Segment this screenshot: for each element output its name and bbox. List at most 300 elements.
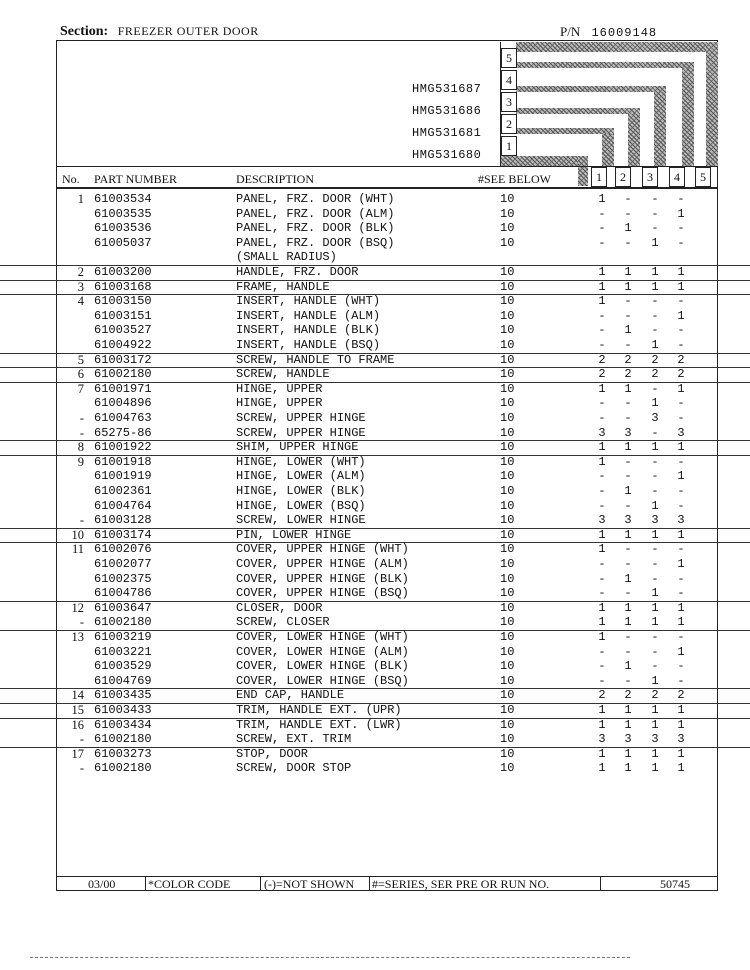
table-row — [0, 499, 750, 514]
item-number: 14 — [71, 688, 84, 703]
qty-series-4: 1 — [677, 440, 685, 455]
footer-sep-2 — [260, 876, 261, 891]
qty-series-4: 1 — [677, 381, 685, 396]
qty-series-3: - — [651, 469, 659, 484]
table-row — [0, 338, 750, 354]
part-number: 61003529 — [94, 659, 152, 674]
table-row — [0, 192, 750, 207]
see-below-code: 10 — [500, 630, 515, 644]
see-below-code: 10 — [500, 644, 515, 659]
part-number: 61002076 — [94, 542, 152, 557]
part-number: 61003536 — [94, 221, 152, 236]
table-row — [0, 572, 750, 587]
qty-series-3: 1 — [651, 527, 659, 542]
model-hmg531687: HMG531687 — [412, 82, 482, 96]
see-below-code: 10 — [500, 761, 515, 776]
part-number: 61003527 — [94, 323, 152, 338]
qty-series-1: 1 — [598, 746, 606, 761]
qty-series-2: 1 — [624, 221, 632, 236]
qty-series-4: 1 — [677, 615, 685, 630]
footer-page-code: 50745 — [660, 877, 690, 891]
qty-series-1: - — [598, 396, 606, 411]
qty-series-1: - — [598, 308, 606, 323]
qty-series-4: 2 — [677, 367, 685, 382]
part-description: SCREW, UPPER HINGE — [236, 425, 366, 440]
part-description: SCREW, HANDLE — [236, 367, 330, 382]
qty-series-1: 1 — [598, 454, 606, 469]
qty-series-3: - — [651, 454, 659, 469]
part-number: 61004764 — [94, 498, 152, 513]
qty-series-3: - — [651, 659, 659, 674]
qty-series-1: 1 — [598, 703, 606, 717]
qty-series-2: - — [624, 644, 632, 659]
part-description: INSERT, HANDLE (BSQ) — [236, 338, 381, 352]
footer-sep-4 — [600, 876, 601, 891]
hatch-band-top — [516, 42, 716, 52]
qty-series-4: 1 — [677, 761, 685, 776]
see-below-code: 10 — [500, 279, 515, 294]
item-number: 8 — [77, 440, 84, 455]
footer-series-note: #=SERIES, SER PRE OR RUN NO. — [372, 877, 550, 891]
part-number: 61002180 — [94, 761, 152, 776]
qty-series-2: 1 — [624, 615, 632, 630]
table-row — [0, 688, 750, 704]
see-below-code: 10 — [500, 221, 515, 236]
qty-series-4: 1 — [677, 557, 685, 571]
part-description: HINGE, UPPER — [236, 396, 323, 411]
qty-series-3: 1 — [651, 600, 659, 615]
item-number: 12 — [71, 600, 84, 615]
part-description: STOP, DOOR — [236, 746, 309, 761]
part-number: 61003535 — [94, 206, 152, 221]
part-description: TRIM, HANDLE EXT. (UPR) — [236, 703, 402, 717]
qty-series-2: 1 — [624, 571, 632, 586]
qty-series-1: 3 — [598, 425, 606, 440]
qty-series-2: - — [624, 557, 632, 571]
see-below-code: 10 — [500, 615, 515, 630]
qty-series-2: 1 — [624, 746, 632, 761]
part-description: COVER, UPPER HINGE (WHT) — [236, 542, 409, 557]
section-heading — [60, 24, 259, 40]
table-row — [0, 309, 750, 324]
part-number: 61003534 — [94, 192, 152, 206]
qty-series-1: 2 — [598, 688, 606, 703]
hatch-col-2 — [628, 108, 640, 166]
qty-series-4: - — [677, 294, 685, 309]
qty-series-4: 3 — [677, 425, 685, 440]
qty-series-3: - — [651, 644, 659, 659]
qty-series-1: - — [598, 484, 606, 498]
qty-series-1: - — [598, 586, 606, 601]
table-row — [0, 265, 750, 281]
qty-series-1: 1 — [598, 294, 606, 309]
part-number: 61004786 — [94, 586, 152, 601]
part-number: 61003174 — [94, 527, 152, 542]
qty-series-2: - — [624, 308, 632, 323]
qty-series-1: - — [598, 673, 606, 688]
qty-series-3: - — [651, 381, 659, 396]
item-number: 9 — [77, 454, 84, 469]
qty-series-1: - — [598, 221, 606, 236]
part-description: SCREW, DOOR STOP — [236, 761, 352, 776]
page-bottom-dashes — [30, 957, 630, 958]
qty-series-2: - — [624, 542, 632, 557]
qty-series-1: - — [598, 323, 606, 338]
part-number: 61002077 — [94, 557, 152, 571]
footer-sep-3 — [369, 876, 370, 891]
part-description: SCREW, CLOSER — [236, 615, 330, 630]
table-row — [0, 542, 750, 557]
table-row — [0, 323, 750, 338]
see-below-code: 10 — [500, 192, 515, 206]
qty-series-4: - — [677, 221, 685, 236]
part-description: (SMALL RADIUS) — [236, 250, 337, 265]
qty-series-4: 1 — [677, 600, 685, 615]
part-description: PANEL, FRZ. DOOR (ALM) — [236, 206, 395, 221]
part-number: 61003200 — [94, 265, 152, 279]
item-number: 3 — [77, 279, 84, 294]
pn-label: P/N — [560, 24, 581, 39]
qty-series-1: 2 — [598, 367, 606, 382]
footer-color-code: *COLOR CODE — [148, 877, 231, 891]
table-row — [0, 396, 750, 411]
qty-series-4: - — [677, 411, 685, 425]
series-box-5: 5 — [501, 48, 517, 68]
qty-series-2: 2 — [624, 367, 632, 382]
see-below-code: 10 — [500, 586, 515, 601]
qty-series-1: 1 — [598, 600, 606, 615]
table-row — [0, 630, 750, 645]
part-number: 61003219 — [94, 630, 152, 644]
qty-series-3: - — [651, 308, 659, 323]
qty-series-1: 2 — [598, 352, 606, 367]
qty-series-2: - — [624, 206, 632, 221]
qty-series-1: - — [598, 206, 606, 221]
part-number: 61001971 — [94, 381, 152, 396]
qty-series-2: 1 — [624, 703, 632, 717]
part-description: COVER, UPPER HINGE (BLK) — [236, 571, 409, 586]
qty-series-3: - — [651, 221, 659, 236]
col-series-5: 5 — [695, 167, 711, 187]
see-below-code: 10 — [500, 440, 515, 455]
qty-series-3: 1 — [651, 586, 659, 601]
part-number: 61002180 — [94, 615, 152, 630]
qty-series-4: 1 — [677, 746, 685, 761]
qty-series-1: - — [598, 338, 606, 352]
col-series-3: 3 — [642, 167, 658, 187]
model-hmg531680: HMG531680 — [412, 148, 482, 162]
table-row — [0, 645, 750, 660]
qty-series-1: 1 — [598, 381, 606, 396]
qty-series-3: 1 — [651, 615, 659, 630]
table-row — [0, 440, 750, 456]
header-bottom-rule — [56, 187, 718, 189]
qty-series-2: - — [624, 235, 632, 250]
part-description: HINGE, LOWER (ALM) — [236, 469, 366, 484]
part-number: 61002375 — [94, 571, 152, 586]
qty-series-1: 1 — [598, 440, 606, 455]
qty-series-3: 1 — [651, 440, 659, 455]
qty-series-3: 1 — [651, 717, 659, 732]
see-below-code: 10 — [500, 498, 515, 513]
part-description: SCREW, UPPER HINGE — [236, 411, 366, 425]
qty-series-3: - — [651, 557, 659, 571]
hatch-base-col — [578, 156, 588, 186]
qty-series-3: - — [651, 425, 659, 440]
item-number: 13 — [71, 630, 84, 644]
part-description: COVER, LOWER HINGE (ALM) — [236, 644, 409, 659]
item-number: - — [79, 425, 84, 440]
qty-series-3: 1 — [651, 338, 659, 352]
qty-series-3: 1 — [651, 396, 659, 411]
qty-series-3: 2 — [651, 688, 659, 703]
see-below-code: 10 — [500, 703, 515, 717]
qty-series-4: - — [677, 498, 685, 513]
table-row — [0, 674, 750, 690]
qty-series-1: - — [598, 659, 606, 674]
qty-series-2: - — [624, 586, 632, 601]
qty-series-4: - — [677, 235, 685, 250]
part-number: 61002180 — [94, 732, 152, 747]
part-description: PANEL, FRZ. DOOR (BSQ) — [236, 235, 395, 250]
qty-series-1: 1 — [598, 279, 606, 294]
part-description: HINGE, LOWER (BSQ) — [236, 498, 366, 513]
part-description: COVER, LOWER HINGE (WHT) — [236, 630, 409, 644]
qty-series-3: - — [651, 571, 659, 586]
qty-series-4: 1 — [677, 265, 685, 279]
qty-series-4: 1 — [677, 279, 685, 294]
see-below-code: 10 — [500, 717, 515, 732]
qty-series-3: 1 — [651, 279, 659, 294]
table-row — [0, 703, 750, 719]
part-description: PANEL, FRZ. DOOR (WHT) — [236, 192, 395, 206]
qty-series-3: 1 — [651, 703, 659, 717]
table-row — [0, 455, 750, 470]
part-description: FRAME, HANDLE — [236, 279, 330, 294]
table-row — [0, 250, 750, 266]
part-description: SCREW, HANDLE TO FRAME — [236, 352, 395, 367]
qty-series-1: - — [598, 571, 606, 586]
qty-series-1: 1 — [598, 527, 606, 542]
see-below-code: 10 — [500, 673, 515, 688]
hatch-band-1 — [516, 128, 614, 134]
part-description: CLOSER, DOOR — [236, 600, 323, 615]
hatch-col-3 — [654, 86, 666, 166]
part-description: SHIM, UPPER HINGE — [236, 440, 359, 455]
part-number: 61005037 — [94, 235, 152, 250]
part-number: 65275-86 — [94, 425, 152, 440]
qty-series-1: 3 — [598, 513, 606, 528]
item-number: 5 — [77, 352, 84, 367]
qty-series-4: 2 — [677, 352, 685, 367]
part-number: 61001919 — [94, 469, 152, 484]
table-row — [0, 615, 750, 631]
see-below-code: 10 — [500, 425, 515, 440]
see-below-code: 10 — [500, 396, 515, 411]
qty-series-2: - — [624, 192, 632, 206]
qty-series-2: - — [624, 630, 632, 644]
see-below-code: 10 — [500, 542, 515, 557]
part-description: END CAP, HANDLE — [236, 688, 345, 703]
table-row — [0, 353, 750, 369]
part-description: HANDLE, FRZ. DOOR — [236, 265, 359, 279]
qty-series-1: 1 — [598, 717, 606, 732]
qty-series-3: 3 — [651, 411, 659, 425]
qty-series-1: - — [598, 469, 606, 484]
item-number: - — [79, 732, 84, 747]
qty-series-4: 1 — [677, 644, 685, 659]
item-number: 11 — [71, 542, 84, 557]
qty-series-4: 3 — [677, 732, 685, 747]
qty-series-4: - — [677, 586, 685, 601]
item-number: - — [79, 411, 84, 425]
qty-series-1: 1 — [598, 542, 606, 557]
qty-series-4: - — [677, 484, 685, 498]
part-number: 61003647 — [94, 600, 152, 615]
see-below-code: 10 — [500, 411, 515, 425]
part-description: PIN, LOWER HINGE — [236, 527, 352, 542]
qty-series-2: - — [624, 469, 632, 484]
qty-series-4: 2 — [677, 688, 685, 703]
table-row — [0, 382, 750, 397]
qty-series-2: - — [624, 396, 632, 411]
qty-series-2: - — [624, 411, 632, 425]
qty-series-4: 3 — [677, 513, 685, 528]
section-value: FREEZER OUTER DOOR — [117, 24, 259, 38]
see-below-code: 10 — [500, 557, 515, 571]
part-number: 61003435 — [94, 688, 152, 703]
qty-series-2: 3 — [624, 425, 632, 440]
qty-series-1: 1 — [598, 265, 606, 279]
see-below-code: 10 — [500, 600, 515, 615]
item-number: - — [79, 761, 84, 776]
table-row — [0, 426, 750, 442]
part-number: 61004922 — [94, 338, 152, 352]
qty-series-2: 3 — [624, 513, 632, 528]
qty-series-4: - — [677, 673, 685, 688]
see-below-code: 10 — [500, 352, 515, 367]
part-number: 61003273 — [94, 746, 152, 761]
col-series-4: 4 — [669, 167, 685, 187]
part-number: 61003168 — [94, 279, 152, 294]
see-below-code: 10 — [500, 732, 515, 747]
table-row — [0, 513, 750, 529]
series-box-1: 1 — [501, 136, 517, 156]
see-below-code: 10 — [500, 323, 515, 338]
part-number-heading — [560, 24, 657, 40]
section-label: Section: — [60, 24, 109, 39]
qty-series-4: - — [677, 396, 685, 411]
qty-series-1: - — [598, 644, 606, 659]
qty-series-3: 1 — [651, 265, 659, 279]
col-series-2: 2 — [615, 167, 631, 187]
see-below-code: 10 — [500, 469, 515, 484]
see-below-code: 10 — [500, 381, 515, 396]
table-row — [0, 601, 750, 616]
part-description: HINGE, LOWER (BLK) — [236, 484, 366, 498]
see-below-code: 10 — [500, 294, 515, 309]
part-description: COVER, UPPER HINGE (ALM) — [236, 557, 409, 571]
part-number: 61003434 — [94, 717, 152, 732]
col-see-below: #SEE BELOW — [478, 172, 551, 186]
table-row — [0, 718, 750, 733]
part-description: TRIM, HANDLE EXT. (LWR) — [236, 717, 402, 732]
series-box-2: 2 — [501, 114, 517, 134]
qty-series-2: 2 — [624, 688, 632, 703]
see-below-code: 10 — [500, 265, 515, 279]
qty-series-3: 3 — [651, 513, 659, 528]
qty-series-4: 1 — [677, 527, 685, 542]
qty-series-2: 1 — [624, 381, 632, 396]
table-row — [0, 469, 750, 484]
table-row — [0, 236, 750, 251]
footer-date: 03/00 — [88, 877, 116, 891]
qty-series-2: 1 — [624, 717, 632, 732]
see-below-code: 10 — [500, 513, 515, 528]
see-below-code: 10 — [500, 338, 515, 352]
qty-series-3: - — [651, 542, 659, 557]
part-number: 61003128 — [94, 513, 152, 528]
qty-series-2: 2 — [624, 352, 632, 367]
qty-series-3: - — [651, 630, 659, 644]
table-row — [0, 411, 750, 426]
qty-series-2: 1 — [624, 600, 632, 615]
qty-series-2: - — [624, 338, 632, 352]
item-number: 15 — [71, 703, 84, 717]
qty-series-3: - — [651, 206, 659, 221]
model-hmg531686: HMG531686 — [412, 104, 482, 118]
see-below-code: 10 — [500, 308, 515, 323]
qty-series-1: 1 — [598, 761, 606, 776]
table-row — [0, 557, 750, 572]
qty-series-2: 1 — [624, 761, 632, 776]
item-number: - — [79, 513, 84, 528]
qty-series-4: - — [677, 571, 685, 586]
footer-bar — [56, 876, 718, 891]
series-box-4: 4 — [501, 70, 517, 90]
part-number: 61002361 — [94, 484, 152, 498]
hatch-col-4 — [682, 62, 694, 166]
qty-series-2: 1 — [624, 484, 632, 498]
see-below-code: 10 — [500, 484, 515, 498]
col-part-number: PART NUMBER — [94, 172, 177, 186]
qty-series-2: 1 — [624, 527, 632, 542]
see-below-code: 10 — [500, 527, 515, 542]
qty-series-2: 3 — [624, 732, 632, 747]
col-description: DESCRIPTION — [236, 172, 315, 186]
table-row — [0, 747, 750, 762]
item-number: 10 — [71, 527, 84, 542]
qty-series-2: - — [624, 294, 632, 309]
qty-series-2: - — [624, 498, 632, 513]
qty-series-4: - — [677, 454, 685, 469]
footer-sep-1 — [145, 876, 146, 891]
item-number: 16 — [71, 717, 84, 732]
item-number: 6 — [77, 367, 84, 382]
qty-series-1: 1 — [598, 615, 606, 630]
qty-series-3: 2 — [651, 352, 659, 367]
table-row — [0, 294, 750, 309]
qty-series-3: - — [651, 323, 659, 338]
col-no: No. — [62, 172, 80, 186]
part-description: COVER, LOWER HINGE (BSQ) — [236, 673, 409, 688]
qty-series-2: - — [624, 673, 632, 688]
qty-series-3: - — [651, 192, 659, 206]
col-series-1: 1 — [591, 167, 607, 187]
see-below-code: 10 — [500, 571, 515, 586]
qty-series-2: 1 — [624, 440, 632, 455]
table-row — [0, 528, 750, 544]
